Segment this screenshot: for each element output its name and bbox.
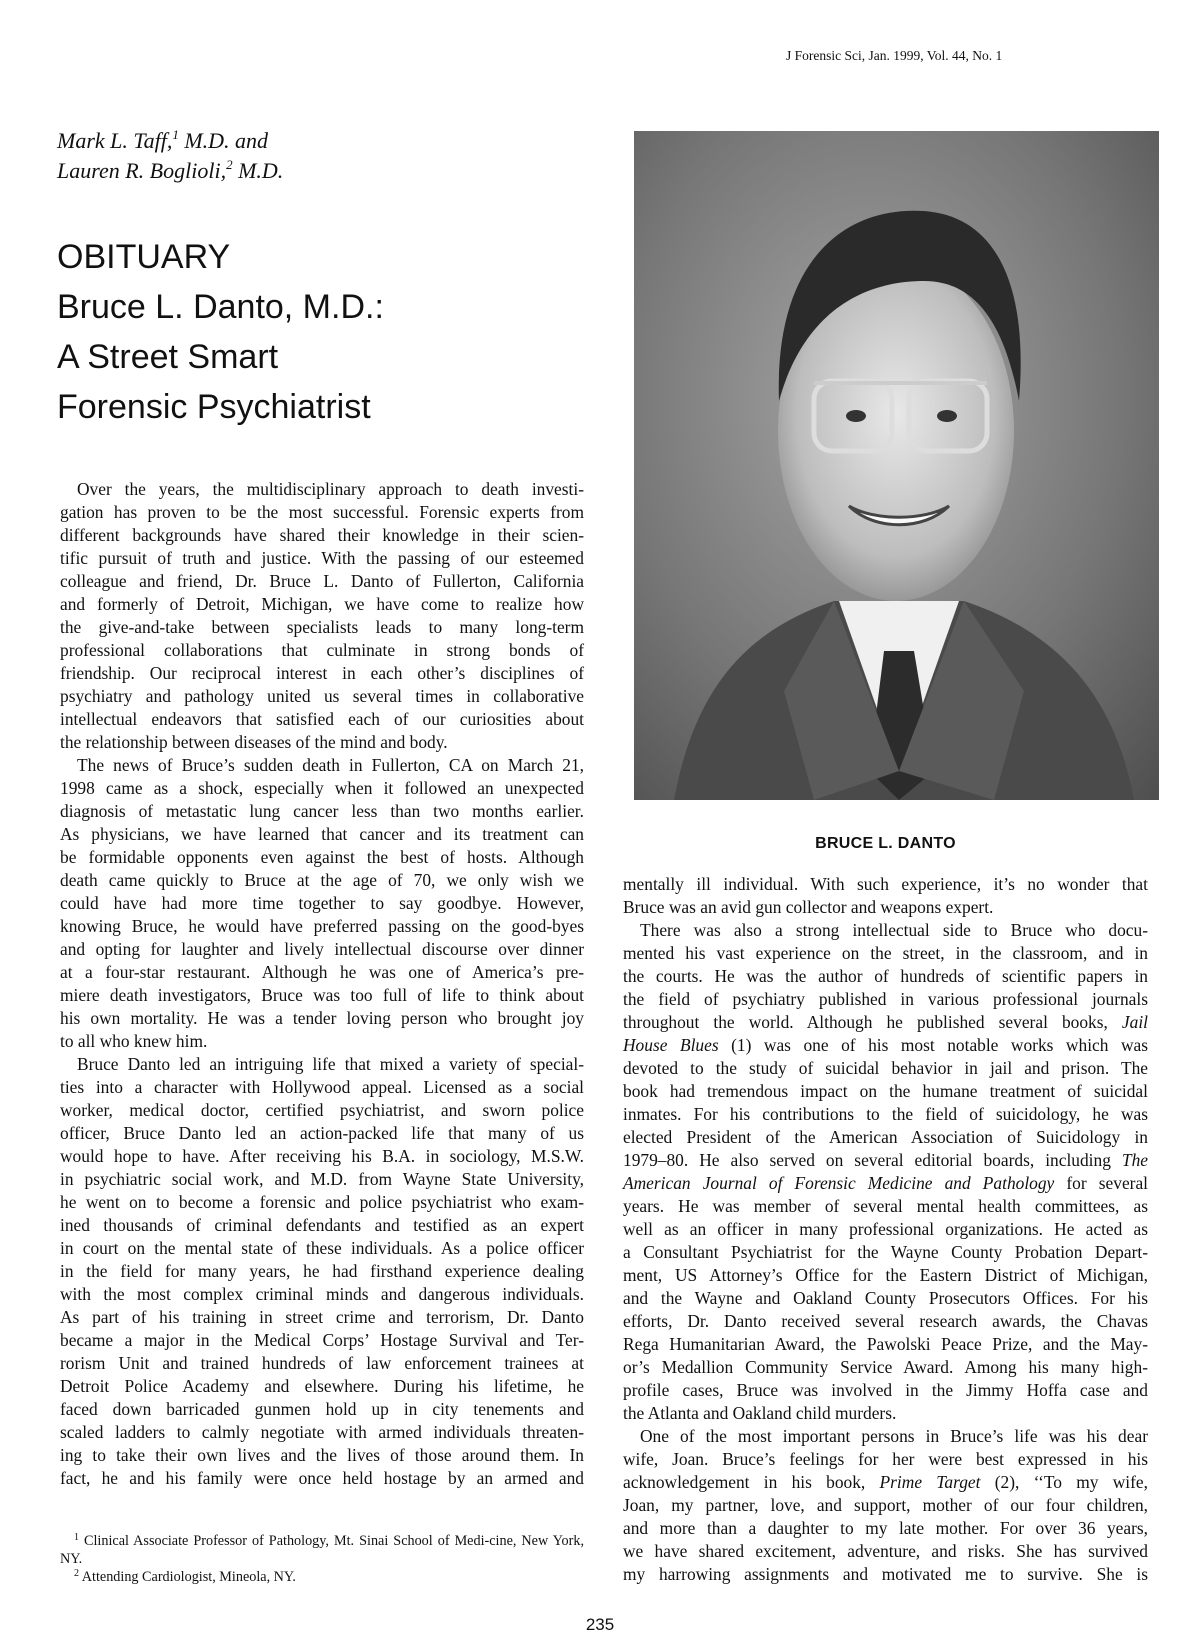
text-line: different backgrounds have shared their knowledge in their scien- <box>60 525 584 545</box>
text-line: the field of psychiatry published in various professional journals <box>623 989 1148 1009</box>
article-title <box>57 232 384 432</box>
text-line: a Consultant Psychiatrist for the Wayne County Probation Depart- <box>623 1242 1148 1262</box>
text-line: became a major in the Medical Corps’ Hostage Survival and Ter- <box>60 1330 584 1350</box>
text-line: mentally ill individual. With such experience, it’s no wonder that <box>623 874 1148 894</box>
text-line: Bruce was an avid gun collector and weapons expert. <box>623 897 994 917</box>
text-line: As physicians, we have learned that cancer and its treatment can <box>60 824 584 844</box>
text-line: death came quickly to Bruce at the age of 70, we only wish we <box>60 870 584 890</box>
text-line: at a four-star restaurant. Although he was one of America’s pre- <box>60 962 584 982</box>
title-line: A Street Smart <box>57 338 279 376</box>
text-line: with the most complex criminal minds and dangerous individuals. <box>60 1284 584 1304</box>
text-line: and opting for laughter and lively intellectual discourse over dinner <box>60 939 584 959</box>
text-line: There was also a strong intellectual side to Bruce who docu- <box>640 920 1148 940</box>
text-line: One of the most important persons in Bruce’s life was his dear <box>640 1426 1148 1446</box>
text-line: ined thousands of criminal defendants and testified as an expert <box>60 1215 584 1235</box>
text-line: tific pursuit of truth and justice. With the passing of our esteemed <box>60 548 584 568</box>
text-line: or’s Medallion Community Service Award. Among his many high- <box>623 1357 1148 1377</box>
paragraph <box>623 919 1148 1425</box>
text-line: wife, Joan. Bruce’s feelings for her were best expressed in his <box>623 1449 1148 1469</box>
text-line: friendship. Our reciprocal interest in each other’s disciplines of <box>60 663 584 683</box>
body-column-left <box>60 478 584 1490</box>
title-line: Forensic Psychiatrist <box>57 388 371 426</box>
text-line: he went on to become a forensic and police psychiatrist who exam- <box>60 1192 584 1212</box>
text-line: professional collaborations that culminate in strong bonds of <box>60 640 584 660</box>
text-line: well as an officer in many professional organizations. He acted as <box>623 1219 1148 1239</box>
text-line: the relationship between diseases of the mind and body. <box>60 732 448 752</box>
text-line: colleague and friend, Dr. Bruce L. Danto of Fullerton, California <box>60 571 584 591</box>
text-line: would hope to have. After receiving his B.A. in sociology, M.S.W. <box>60 1146 584 1166</box>
text-line: officer, Bruce Danto led an action-packed life that many of us <box>60 1123 584 1143</box>
text-line: Over the years, the multidisciplinary approach to death investi- <box>77 479 584 499</box>
paragraph <box>60 478 584 754</box>
text-line: As part of his training in street crime and terrorism, Dr. Danto <box>60 1307 584 1327</box>
title-kicker: OBITUARY <box>57 238 231 276</box>
title-line: Bruce L. Danto, M.D.: <box>57 288 384 326</box>
text-line: psychiatry and pathology united us several times in collaborative <box>60 686 584 706</box>
text-line: his own mortality. He was a tender loving person who brought joy <box>60 1008 584 1028</box>
text-line: elected President of the American Association of Suicidology in <box>623 1127 1148 1147</box>
author <box>57 126 283 156</box>
text-line: in court on the mental state of these individuals. As a police officer <box>60 1238 584 1258</box>
text-line: in the field for many years, he had firsthand experience dealing <box>60 1261 584 1281</box>
footnote-mark: 1 <box>74 1532 79 1543</box>
footnote <box>60 1532 584 1568</box>
text-line: the give-and-take between specialists leads to many long-term <box>60 617 584 637</box>
text-line: book had tremendous impact on the humane treatment of suicidal <box>623 1081 1148 1101</box>
text-line: miere death investigators, Bruce was too full of life to think about <box>60 985 584 1005</box>
text-line: efforts, Dr. Danto received several research awards, the Chavas <box>623 1311 1148 1331</box>
photo-caption: BRUCE L. DANTO <box>815 835 956 852</box>
text-line: throughout the world. Although he published several books, Jail <box>623 1012 1148 1032</box>
footnote-mark: 2 <box>74 1568 79 1579</box>
text-line: ties into a character with Hollywood appeal. Licensed as a social <box>60 1077 584 1097</box>
text-line: years. He was member of several mental health committees, as <box>623 1196 1148 1216</box>
paragraph <box>60 754 584 1053</box>
text-line: my harrowing assignments and motivated me to survive. She is <box>623 1564 1148 1584</box>
text-line: to all who knew him. <box>60 1031 208 1051</box>
text-line: in psychiatric social work, and M.D. from Wayne State University, <box>60 1169 584 1189</box>
paragraph <box>623 873 1148 919</box>
text-line: ment, US Attorney’s Office for the Eastern District of Michigan, <box>623 1265 1148 1285</box>
italic-title: House Blues <box>623 1035 719 1055</box>
portrait-illustration <box>634 131 1159 800</box>
author-degree: M.D. and <box>184 128 269 153</box>
text-line: fact, he and his family were once held hostage by an armed and <box>60 1468 584 1488</box>
text-line: House Blues (1) was one of his most notable works which was <box>623 1035 1148 1055</box>
text-line: and more than a daughter to my late mother. For over 36 years, <box>623 1518 1148 1538</box>
text-line: profile cases, Bruce was involved in the Jimmy Hoffa case and <box>623 1380 1148 1400</box>
footnote-mark: 1 <box>172 127 179 142</box>
author-list <box>57 126 283 186</box>
text-line: gation has proven to be the most successful. Forensic experts from <box>60 502 584 522</box>
italic-title: Jail <box>1121 1012 1148 1032</box>
text-line: and the Wayne and Oakland County Prosecutors Offices. For his <box>623 1288 1148 1308</box>
paragraph <box>60 1053 584 1490</box>
text-line: the courts. He was the author of hundreds of scientific papers in <box>623 966 1148 986</box>
text-line: The news of Bruce’s sudden death in Fullerton, CA on March 21, <box>77 755 584 775</box>
italic-title: American Journal of Forensic Medicine and Pathology <box>623 1173 1055 1193</box>
footnote <box>60 1568 584 1586</box>
text-line: devoted to the study of suicidal behavior in jail and prison. The <box>623 1058 1148 1078</box>
text-line: the Atlanta and Oakland child murders. <box>623 1403 897 1423</box>
text-line: and formerly of Detroit, Michigan, we have come to realize how <box>60 594 584 614</box>
author <box>57 156 283 186</box>
text-line: be formidable opponents even against the best of hosts. Although <box>60 847 584 867</box>
text-line: diagnosis of metastatic lung cancer less than two months earlier. <box>60 801 584 821</box>
text-line: 1998 came as a shock, especially when it followed an unexpected <box>60 778 584 798</box>
text-line: scaled ladders to calmly negotiate with armed individuals threaten- <box>60 1422 584 1442</box>
text-line: Detroit Police Academy and elsewhere. During his lifetime, he <box>60 1376 584 1396</box>
text-line: we have shared excitement, adventure, and risks. She has survived <box>623 1541 1148 1561</box>
text-line: ing to take their own lives and the lives of those around them. In <box>60 1445 584 1465</box>
text-line: acknowledgement in his book, Prime Target (2), ‘‘To my wife, <box>623 1472 1148 1492</box>
body-column-right <box>623 873 1148 1586</box>
paragraph <box>623 1425 1148 1586</box>
author-name: Mark L. Taff, <box>57 128 173 153</box>
footnote-text: Clinical Associate Professor of Pathology, Mt. Sinai School of Medi-cine, New York, NY. <box>60 1533 585 1567</box>
text-line: Joan, my partner, love, and support, mother of our four children, <box>623 1495 1148 1515</box>
footnotes <box>60 1532 584 1586</box>
running-head: J Forensic Sci, Jan. 1999, Vol. 44, No. 1 <box>786 48 1003 63</box>
text-line: could have had more time together to say goodbye. However, <box>60 893 584 913</box>
text-line: faced down barricaded gunmen hold up in city tenements and <box>60 1399 584 1419</box>
text-line: Rega Humanitarian Award, the Pawolski Peace Prize, and the May- <box>623 1334 1148 1354</box>
text-line: Bruce Danto led an intriguing life that mixed a variety of special- <box>77 1054 584 1074</box>
text-line: 1979–80. He also served on several editorial boards, including The <box>623 1150 1148 1170</box>
portrait-photo <box>634 131 1159 800</box>
author-name: Lauren R. Boglioli, <box>57 158 227 183</box>
text-line: American Journal of Forensic Medicine and Pathology for several <box>623 1173 1149 1193</box>
text-line: mented his vast experience on the street, in the classroom, and in <box>623 943 1148 963</box>
footnote-text: Attending Cardiologist, Mineola, NY. <box>81 1569 296 1585</box>
text-line: inmates. For his contributions to the field of suicidology, he was <box>623 1104 1148 1124</box>
text-line: worker, medical doctor, certified psychiatrist, and sworn police <box>60 1100 584 1120</box>
italic-title: The <box>1121 1150 1148 1170</box>
italic-title: Prime Target <box>879 1472 981 1492</box>
text-line: rorism Unit and trained hundreds of law enforcement trainees at <box>60 1353 584 1373</box>
text-line: knowing Bruce, he would have preferred passing on the good-byes <box>60 916 584 936</box>
author-degree: M.D. <box>238 158 284 183</box>
page-number: 235 <box>585 1615 615 1634</box>
text-line: intellectual endeavors that satisfied each of our curiosities about <box>60 709 584 729</box>
footnote-mark: 2 <box>226 157 233 172</box>
